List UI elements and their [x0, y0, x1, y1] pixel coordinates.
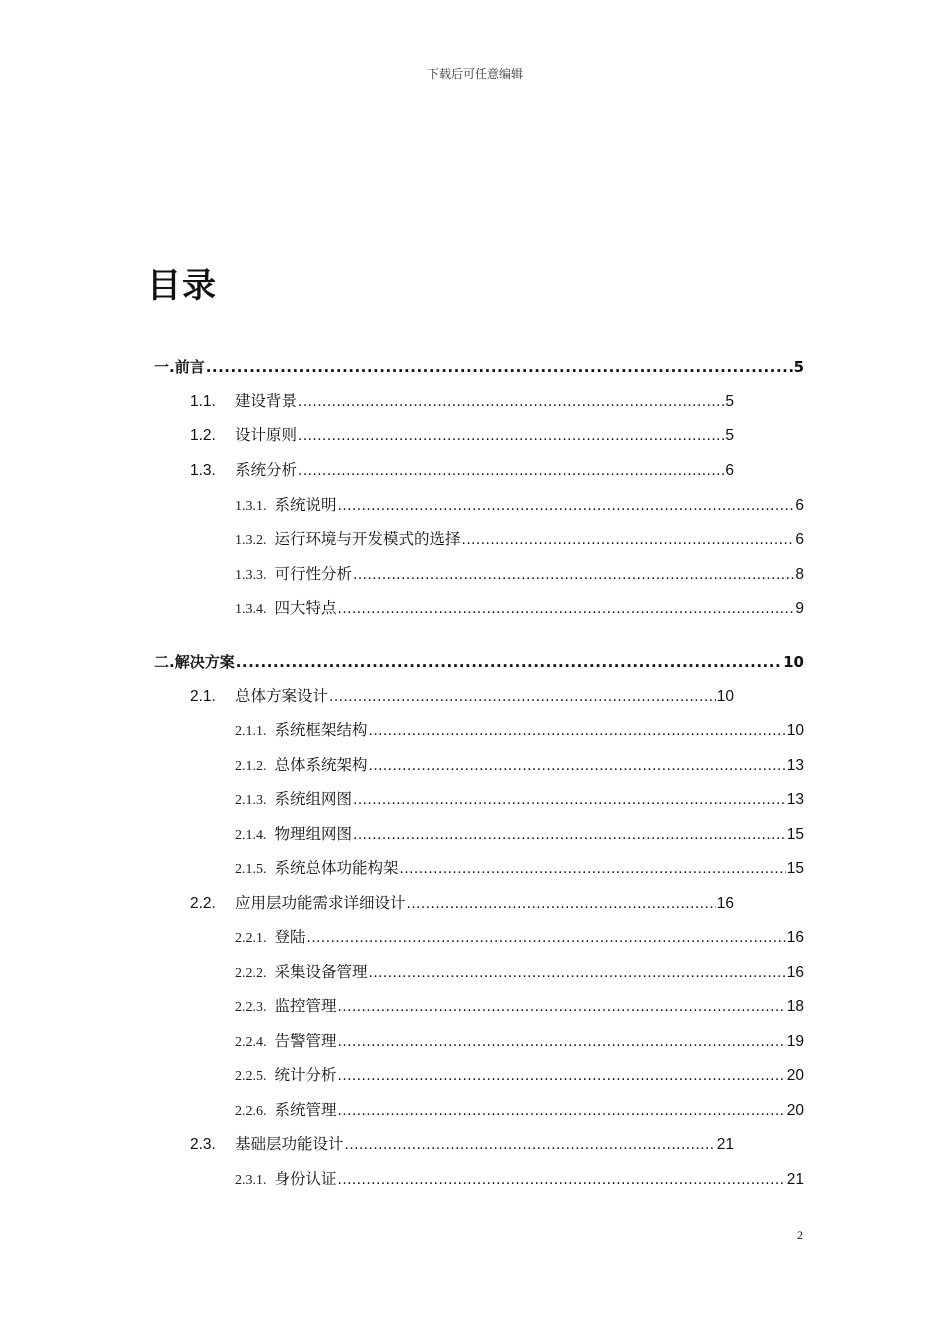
- toc-entry-page: 10: [786, 722, 804, 739]
- toc-entry-title: 物理组网图: [274, 826, 353, 843]
- toc-entry-page: 15: [786, 826, 804, 843]
- toc-entry-number: 2.1.3.: [235, 793, 267, 808]
- toc-entry-number: 2.2.4.: [235, 1035, 267, 1050]
- toc-dot-leader: [407, 892, 716, 916]
- toc-entry[interactable]: [235, 961, 804, 985]
- toc-entry-page: 19: [786, 1033, 804, 1050]
- toc-entry[interactable]: [190, 459, 734, 483]
- toc-entry-number: 1.3.: [190, 462, 216, 479]
- toc-dot-leader: [353, 823, 786, 847]
- toc-entry[interactable]: [235, 1064, 804, 1088]
- toc-dot-leader: [369, 961, 786, 985]
- toc-entry-page: 5: [725, 427, 734, 444]
- toc-entry-title: 基础层功能设计: [235, 1136, 344, 1153]
- toc-dot-leader: [298, 390, 724, 414]
- toc-entry[interactable]: [190, 390, 734, 414]
- toc-entry-title: 二.解决方案: [154, 653, 235, 671]
- toc-entry[interactable]: [235, 1168, 804, 1192]
- toc-entry[interactable]: [190, 685, 734, 709]
- toc-entry-title: 总体系统架构: [274, 757, 368, 774]
- toc-entry[interactable]: [190, 424, 734, 448]
- toc-entry-number: 1.3.2.: [235, 533, 267, 548]
- toc-entry-page: 13: [786, 791, 804, 808]
- toc-entry-page: 5: [725, 393, 734, 410]
- toc-entry-page: 13: [786, 757, 804, 774]
- toc-entry-title: 系统说明: [274, 497, 337, 514]
- toc-dot-leader: [353, 563, 794, 587]
- toc-entry-page: 6: [795, 531, 804, 548]
- toc-entry-page: 9: [795, 600, 804, 617]
- toc-entry-title: 应用层功能需求详细设计: [235, 895, 406, 912]
- toc-entry-number: 2.1.: [190, 688, 216, 705]
- toc-entry-page: 21: [786, 1171, 804, 1188]
- toc-dot-leader: [338, 1064, 786, 1088]
- toc-entry-title: 建设背景: [235, 393, 298, 410]
- toc-entry[interactable]: [235, 719, 804, 743]
- toc-entry-title: 系统框架结构: [274, 722, 368, 739]
- toc-entry-number: 2.2.5.: [235, 1069, 267, 1084]
- toc-entry-title: 四大特点: [274, 600, 337, 617]
- toc-dot-leader: [369, 719, 786, 743]
- toc-entry-number: 1.1.: [190, 393, 216, 410]
- toc-entry-number: 1.3.4.: [235, 602, 267, 617]
- toc-dot-leader: [338, 995, 786, 1019]
- toc-entry-title: 系统总体功能构架: [274, 860, 399, 877]
- toc-entry[interactable]: [154, 355, 804, 379]
- toc-dot-leader: [462, 528, 795, 552]
- toc-entry-number: 2.1.5.: [235, 862, 267, 877]
- toc-entry[interactable]: [235, 494, 804, 518]
- toc-entry-page: 20: [786, 1102, 804, 1119]
- toc-entry-number: 2.3.1.: [235, 1173, 267, 1188]
- toc-entry-number: 1.2.: [190, 427, 216, 444]
- toc-entry-number: 1.3.1.: [235, 499, 267, 514]
- toc-dot-leader: [338, 494, 795, 518]
- toc-entry[interactable]: [235, 528, 804, 552]
- toc-dot-leader: [329, 685, 716, 709]
- toc-entry-page: 5: [793, 358, 804, 376]
- toc-entry[interactable]: [235, 1030, 804, 1054]
- toc-entry-page: 8: [795, 566, 804, 583]
- toc-entry[interactable]: [235, 788, 804, 812]
- toc-dot-leader: [338, 1099, 786, 1123]
- toc-entry-title: 一.前言: [154, 358, 205, 376]
- toc-entry-page: 16: [716, 895, 734, 912]
- toc-entry-page: 6: [725, 462, 734, 479]
- toc-entry[interactable]: [235, 597, 804, 621]
- toc-entry-page: 15: [786, 860, 804, 877]
- toc-dot-leader: [307, 926, 786, 950]
- toc-dot-leader: [369, 754, 786, 778]
- page-number: 2: [797, 1228, 803, 1242]
- toc-entry-title: 系统分析: [235, 462, 298, 479]
- toc-entry-page: 16: [786, 964, 804, 981]
- toc-dot-leader: [338, 1030, 786, 1054]
- toc-entry[interactable]: [235, 926, 804, 950]
- toc-entry-number: 2.1.1.: [235, 724, 267, 739]
- toc-entry-page: 10: [783, 653, 804, 671]
- toc-entry-page: 10: [716, 688, 734, 705]
- toc-entry-number: 2.2.2.: [235, 966, 267, 981]
- header-watermark: 下载后可任意编辑: [426, 67, 523, 81]
- toc-entry[interactable]: [235, 857, 804, 881]
- toc-entry[interactable]: [154, 650, 804, 674]
- toc-dot-leader: [338, 1168, 786, 1192]
- toc-entry-title: 告警管理: [274, 1033, 337, 1050]
- toc-dot-leader: [206, 355, 793, 379]
- toc-entry-page: 20: [786, 1067, 804, 1084]
- toc-dot-leader: [236, 650, 782, 674]
- toc-entry-number: 2.2.3.: [235, 1000, 267, 1015]
- toc-entry-page: 16: [786, 929, 804, 946]
- toc-entry[interactable]: [235, 823, 804, 847]
- toc-entry-title: 统计分析: [274, 1067, 337, 1084]
- toc-entry-number: 1.3.3.: [235, 568, 267, 583]
- toc-entry[interactable]: [235, 1099, 804, 1123]
- toc-entry-number: 2.1.2.: [235, 759, 267, 774]
- toc-entry-title: 可行性分析: [274, 566, 353, 583]
- toc-entry-title: 设计原则: [235, 427, 298, 444]
- toc-entry-title: 采集设备管理: [274, 964, 368, 981]
- toc-entry-title: 总体方案设计: [235, 688, 329, 705]
- toc-dot-leader: [345, 1133, 716, 1157]
- page-title: 目录: [147, 266, 217, 306]
- toc-entry-number: 2.3.: [190, 1136, 216, 1153]
- toc-entry-title: 身份认证: [274, 1171, 337, 1188]
- toc-dot-leader: [298, 424, 724, 448]
- toc-entry-page: 18: [786, 998, 804, 1015]
- toc-entry-number: 2.2.: [190, 895, 216, 912]
- toc-entry-title: 系统组网图: [274, 791, 353, 808]
- toc-entry-page: 21: [716, 1136, 734, 1153]
- toc-entry[interactable]: [235, 563, 804, 587]
- toc-entry-number: 2.2.6.: [235, 1104, 267, 1119]
- toc-entry-number: 2.1.4.: [235, 828, 267, 843]
- toc-dot-leader: [353, 788, 786, 812]
- toc-entry[interactable]: [190, 1133, 734, 1157]
- toc-entry-title: 登陆: [274, 929, 306, 946]
- toc-entry-title: 运行环境与开发模式的选择: [274, 531, 461, 548]
- toc-dot-leader: [400, 857, 786, 881]
- toc-entry[interactable]: [235, 754, 804, 778]
- toc-entry[interactable]: [190, 892, 734, 916]
- toc-entry-title: 系统管理: [274, 1102, 337, 1119]
- toc-dot-leader: [338, 597, 795, 621]
- toc-dot-leader: [298, 459, 724, 483]
- toc-entry-title: 监控管理: [274, 998, 337, 1015]
- toc-entry-page: 6: [795, 497, 804, 514]
- toc-entry-number: 2.2.1.: [235, 931, 267, 946]
- toc-entry[interactable]: [235, 995, 804, 1019]
